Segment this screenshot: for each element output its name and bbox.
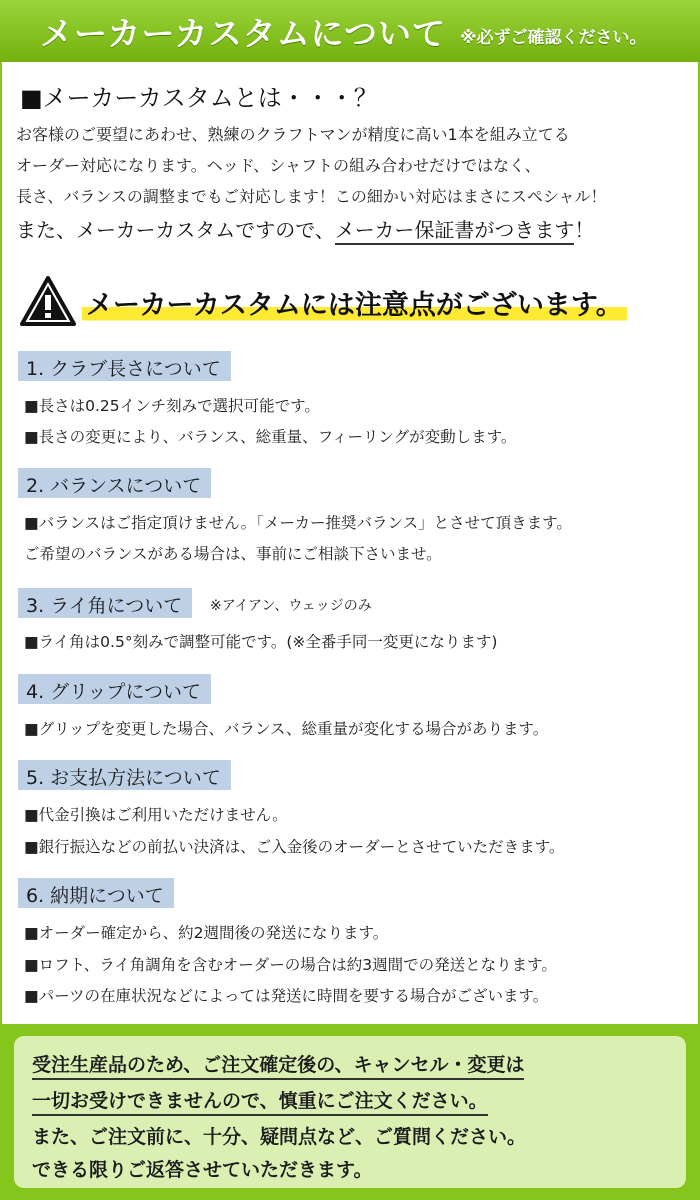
section-item: ■長さの変更により、バランス、総重量、フィーリングが変動します。: [24, 428, 517, 446]
intro-line: オーダー対応になります。ヘッド、シャフトの組み合わせだけではなく、: [16, 156, 541, 175]
header-note: ※必ずご確認ください。: [460, 27, 647, 48]
intro-heading: ■メーカーカスタムとは・・・？: [20, 84, 378, 112]
notice-line: また、ご注文前に、十分、疑問点など、ご質問ください。: [32, 1126, 527, 1148]
section-item: ■長さは0.25インチ刻みで選択可能です。: [24, 397, 320, 415]
intro-line: 長さ、バランスの調整までもご対応します！この細かい対応はまさにスペシャル！: [16, 187, 607, 206]
intro-final-suffix: ！: [574, 218, 595, 242]
section-label: 2. バランスについて: [18, 468, 211, 498]
warning-text: メーカーカスタムには注意点がございます。: [82, 283, 627, 322]
intro-final-prefix: また、メーカーカスタムですので、: [16, 218, 335, 242]
section-label: 1. クラブ長さについて: [18, 351, 231, 381]
warning-triangle-icon: [20, 276, 76, 326]
section-note: ※アイアン、ウェッジのみ: [210, 598, 372, 614]
section-item: ご希望のバランスがある場合は、事前にご相談下さいませ。: [24, 545, 442, 563]
page-title: メーカーカスタムについて: [40, 13, 447, 53]
section-item: ■ライ角は0.5°刻みで調整可能です。(※全番手同一変更になります): [24, 633, 498, 651]
section-label: 4. グリップについて: [18, 674, 211, 704]
section-label: 3. ライ角について: [18, 588, 192, 618]
section-label: 5. お支払方法について: [18, 760, 231, 790]
section-item: ■銀行振込などの前払い決済は、ご入金後のオーダーとさせていただきます。: [24, 838, 565, 856]
section-item: ■ロフト、ライ角調角を含むオーダーの場合は約3週間での発送となります。: [24, 956, 557, 974]
section-item: ■グリップを変更した場合、バランス、総重量が変化する場合があります。: [24, 720, 549, 738]
page-header: [0, 0, 700, 62]
section-item: ■パーツの在庫状況などによっては発送に時間を要する場合がございます。: [24, 987, 549, 1005]
cancellation-notice: [14, 1036, 686, 1188]
notice-line: 一切お受けできませんので、慎重にご注文ください。: [32, 1086, 488, 1116]
intro-line: お客様のご要望にあわせ、熟練のクラフトマンが精度に高い1本を組み立てる: [16, 125, 570, 144]
section-item: ■バランスはご指定頂けません。「メーカー推奨バランス」とさせて頂きます。: [24, 514, 572, 532]
section-item: ■オーダー確定から、約2週間後の発送になります。: [24, 924, 389, 942]
section-label: 6. 納期について: [18, 878, 174, 908]
notice-line: できる限りご返答させていただきます。: [32, 1159, 373, 1181]
section-item: ■代金引換はご利用いただけません。: [24, 806, 288, 824]
content-panel: [2, 62, 698, 1024]
notice-line: 受注生産品のため、ご注文確定後の、キャンセル・変更は: [32, 1050, 524, 1080]
warranty-highlight: メーカー保証書がつきます: [335, 218, 575, 245]
intro-final-line: [16, 214, 594, 243]
warning-banner: [20, 276, 684, 328]
